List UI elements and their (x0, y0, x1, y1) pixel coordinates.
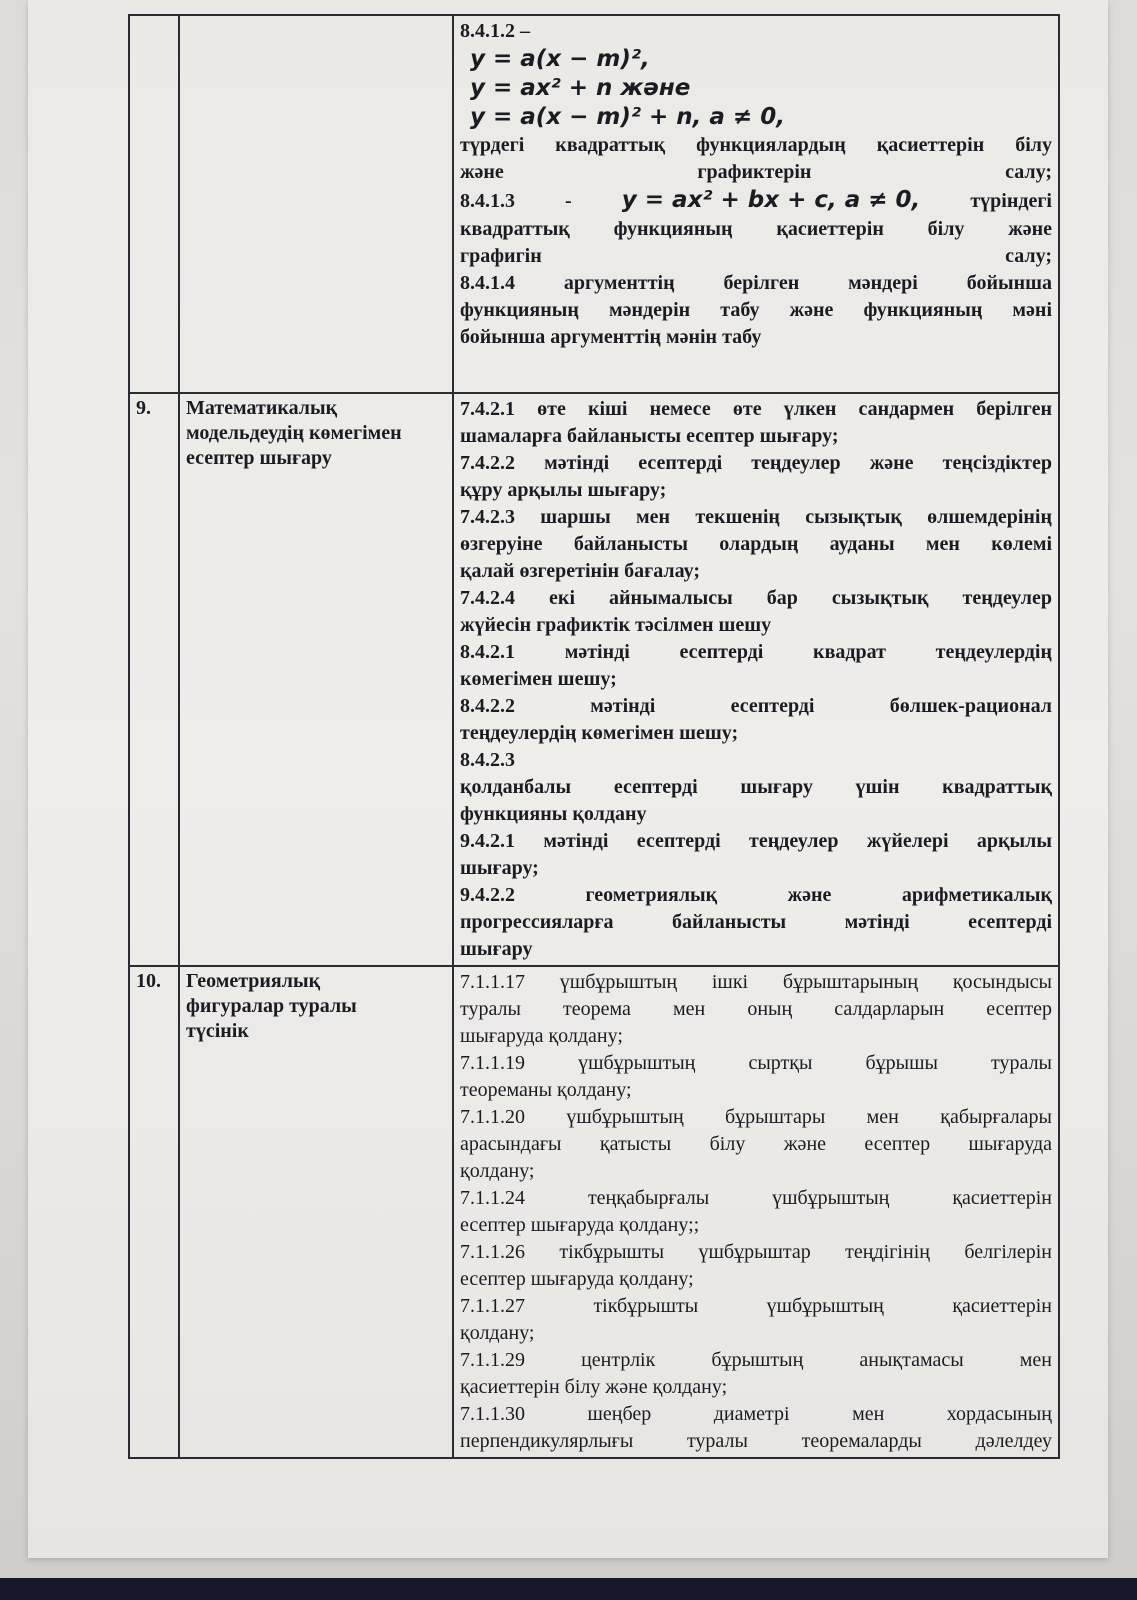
objective-line: 9.4.2.2 геометриялық және арифметикалық (460, 884, 1052, 906)
desk-edge (0, 1578, 1137, 1600)
objective-item (460, 1185, 1052, 1239)
row-number: 10. (129, 966, 179, 1458)
objective-line: шығару (460, 938, 533, 960)
objective-line: құру арқылы шығару; (460, 479, 667, 501)
objective-line: қолдану; (460, 1322, 535, 1344)
curriculum-table (128, 14, 1060, 1459)
objective-line: арасындағы қатысты білу және есептер шығаруда (460, 1133, 1052, 1155)
objective-line: 7.4.2.2 мәтінді есептерді теңдеулер және теңсіздіктер (460, 452, 1052, 474)
objective-item (460, 828, 1052, 882)
objectives-cell (453, 393, 1059, 966)
objective-item (460, 693, 1052, 747)
objective-line: 7.1.1.27 тікбұрышты үшбұрыштың қасиеттерін (460, 1295, 1052, 1317)
number-cell (129, 15, 179, 393)
objectives-cell (453, 15, 1059, 393)
objective-line: 7.1.1.19 үшбұрыштың сыртқы бұрышы туралы (460, 1052, 1052, 1074)
objective-item (460, 504, 1052, 585)
topic-cell (179, 966, 453, 1458)
objective-line: 7.1.1.17 үшбұрыштың ішкі бұрыштарының қосындысы (460, 971, 1052, 993)
objective-line: 7.4.2.3 шаршы мен текшенің сызықтық өлшемдерінің (460, 506, 1052, 528)
objective-line: есептер шығаруда қолдану;; (460, 1214, 700, 1236)
objective-line: теңдеулердің көмегімен шешу; (460, 722, 739, 744)
objective-line: өзгеруіне байланысты олардың ауданы мен көлемі (460, 533, 1052, 555)
objective-line: туралы теорема мен оның салдарларын есептер (460, 998, 1052, 1020)
topic-cell (179, 15, 453, 393)
objective-line: 7.1.1.30 шеңбер диаметрі мен хордасының (460, 1403, 1052, 1425)
objective-item (460, 639, 1052, 693)
objective-item (460, 882, 1052, 963)
table-row (129, 393, 1059, 966)
topic-line: модельдеудің көмегімен (186, 422, 402, 444)
objective-line: 7.1.1.20 үшбұрыштың бұрыштары мен қабырғалары (460, 1106, 1052, 1128)
objective-code: 8.4.1.3 (460, 190, 515, 212)
table-row (129, 15, 1059, 393)
objective-item (460, 1347, 1052, 1401)
objective-line: теореманы қолдану; (460, 1079, 632, 1101)
objective-line: 8.4.2.2 мәтінді есептерді бөлшек-рационал (460, 695, 1052, 717)
objective-line: бойынша аргументтің мәнін табу (460, 326, 762, 348)
objective-item (460, 396, 1052, 450)
objective-line: қолданбалы есептерді шығару үшін квадраттық (460, 776, 1052, 798)
objective-line: 8.4.2.1 мәтінді есептерді квадрат теңдеулердің (460, 641, 1052, 663)
objective-line: шамаларға байланысты есептер шығару; (460, 425, 839, 447)
objective-line: қолдану; (460, 1160, 535, 1182)
objective-item (460, 1239, 1052, 1293)
objective-line: көмегімен шешу; (460, 668, 617, 690)
objective-line: және графиктерін салу; (460, 161, 1052, 183)
objective-item (460, 747, 1052, 828)
topic-line: түсінік (186, 1020, 249, 1042)
objective-code: 8.4.1.2 – (460, 20, 530, 42)
objective-line: қасиеттерін білу және қолдану; (460, 1376, 728, 1398)
objective-item (460, 1104, 1052, 1185)
formula: y = a(x − m)² + n, a ≠ 0, (470, 104, 785, 130)
objective-line: прогрессияларға байланысты мәтінді есептерді (460, 911, 1052, 933)
objective-line: шығаруда қолдану; (460, 1025, 623, 1047)
objective-heading-line (460, 186, 1052, 216)
objective-item (460, 1050, 1052, 1104)
objective-line: қалай өзгеретінін бағалау; (460, 560, 701, 582)
objective-line: 8.4.2.3 (460, 749, 515, 771)
formula: y = ax² + bx + c, a ≠ 0, (621, 187, 921, 213)
row-number: 9. (129, 393, 179, 966)
topic-line: фигуралар туралы (186, 995, 357, 1017)
paper-sheet (28, 0, 1108, 1558)
objectives-cell (453, 966, 1059, 1458)
objective-line: есептер шығаруда қолдану; (460, 1268, 694, 1290)
objective-line: 8.4.1.4 аргументтің берілген мәндері бойынша (460, 272, 1052, 294)
objective-item (460, 969, 1052, 1050)
objective-line: 7.4.2.4 екі айнымалысы бар сызықтық теңдеулер (460, 587, 1052, 609)
objective-line: перпендикулярлығы туралы теоремаларды дәлелдеу (460, 1430, 1052, 1452)
table-row (129, 966, 1059, 1458)
objective-line: 7.1.1.24 теңқабырғалы үшбұрыштың қасиеттерін (460, 1187, 1052, 1209)
objective-item (460, 585, 1052, 639)
objective-line: 9.4.2.1 мәтінді есептерді теңдеулер жүйелері арқылы (460, 830, 1052, 852)
objective-line: шығару; (460, 857, 539, 879)
objective-line: 7.1.1.29 центрлік бұрыштың анықтамасы мен (460, 1349, 1052, 1371)
topic-line: Геометриялық (186, 970, 321, 992)
objective-line: түрдегі квадраттық функциялардың қасиеттерін білу (460, 134, 1052, 156)
objective-item (460, 1401, 1052, 1455)
topic-line: есептер шығару (186, 447, 332, 469)
formula: y = a(x − m)², (470, 46, 650, 72)
topic-cell (179, 393, 453, 966)
objective-line: функцияның мәндерін табу және функцияның мәні (460, 299, 1052, 321)
dash: - (565, 190, 572, 212)
objective-line: жүйесін графиктік тәсілмен шешу (460, 614, 772, 636)
objective-line: графигін салу; (460, 245, 1052, 267)
topic-line: Математикалық (186, 397, 338, 419)
objective-item (460, 1293, 1052, 1347)
objective-line: 7.4.2.1 өте кіші немесе өте үлкен сандармен берілген (460, 398, 1052, 420)
objective-item (460, 450, 1052, 504)
objective-line: квадраттық функцияның қасиеттерін білу және (460, 218, 1052, 240)
objective-text: түріндегі (970, 190, 1052, 212)
objective-line: функцияны қолдану (460, 803, 647, 825)
formula: y = ax² + n және (470, 75, 691, 101)
objective-line: 7.1.1.26 тікбұрышты үшбұрыштар теңдігінің белгілерін (460, 1241, 1052, 1263)
